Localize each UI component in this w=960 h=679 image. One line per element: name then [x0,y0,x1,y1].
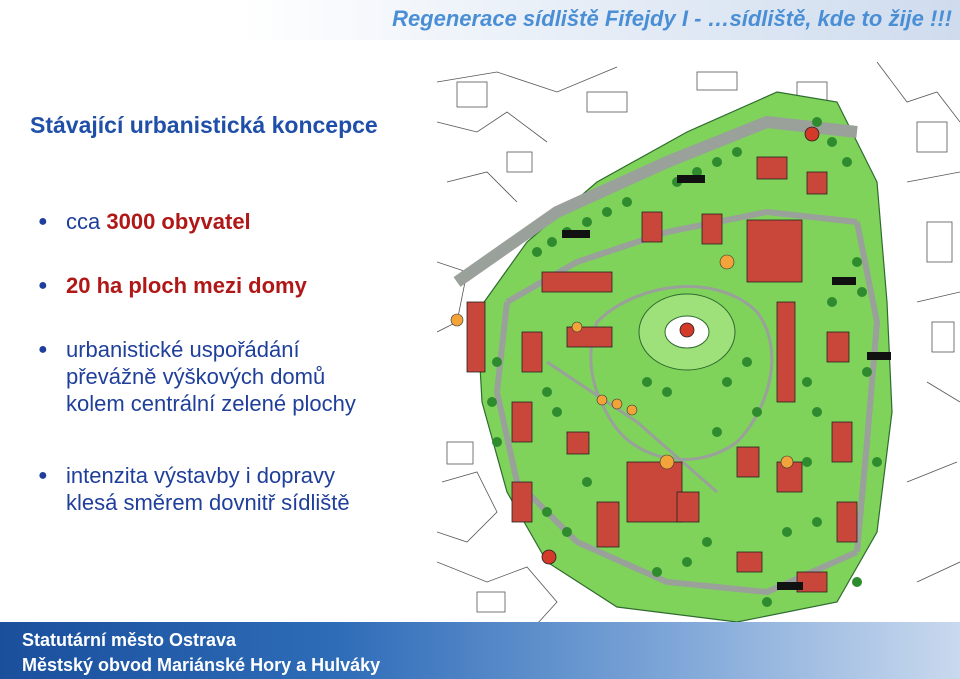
marker-red-icon [680,323,694,337]
bullet-dot-icon: ● [38,213,48,230]
marker-red-icon [805,127,819,141]
bullet-line: převážně výškových domů [66,364,326,389]
bullet-dot-icon: ● [38,277,48,294]
bullet-line: kolem centrální zelené plochy [66,391,356,416]
bullet-line: urbanistické uspořádání [66,337,300,362]
marker-red-icon [542,550,556,564]
bullet-prefix: cca [66,209,107,234]
urban-plan-drawing [437,62,960,624]
footer-band [0,622,960,679]
presentation-title: Regenerace sídliště Fifejdy I - …sídliště, kde to žije !!! [392,6,952,31]
bullet-line: intenzita výstavby i dopravy [66,463,336,488]
bullet-line: klesá směrem dovnitř sídliště [66,490,350,515]
bullet-dot-icon: ● [38,341,48,358]
urban-plan-map [437,62,960,624]
bullet-dot-icon: ● [38,467,48,484]
footer-organization: Statutární město Ostrava [22,630,237,650]
section-title: Stávající urbanistická koncepce [30,112,378,138]
header-band [0,0,960,40]
bullet-strong-text: 3000 obyvatel [106,209,251,234]
footer-district: Městský obvod Mariánské Hory a Hulváky [22,655,381,675]
bullet-strong-text: 20 ha ploch mezi domy [66,273,307,298]
